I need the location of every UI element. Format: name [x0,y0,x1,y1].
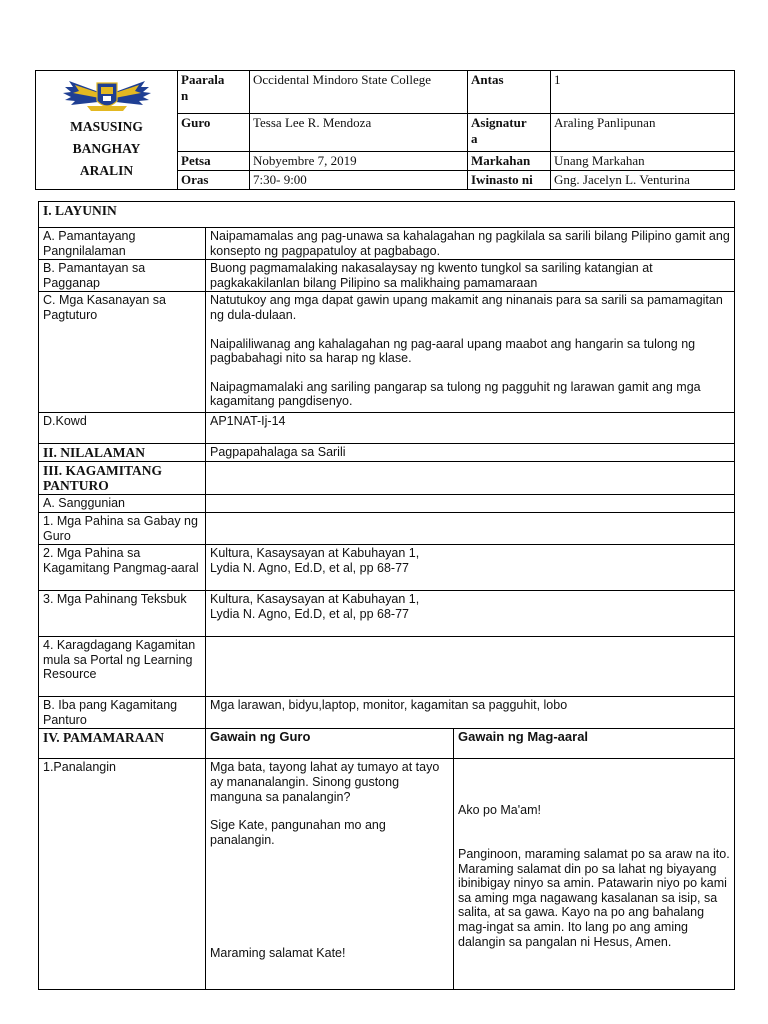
portal-value [206,637,735,697]
petsa-label: Petsa [178,152,250,171]
title-line-3: ARALIN [79,163,134,178]
guro-value: Tessa Lee R. Mendoza [250,114,468,152]
petsa-value: Nobyembre 7, 2019 [250,152,468,171]
iba-pang-kagamitan-value: Mga larawan, bidyu,laptop, monitor, kagamitan sa pagguhit, lobo [206,697,735,729]
kasanayan-item-2: Naipaliliwanag ang kahalagahan ng pag-aaral upang maabot ang hangarin sa tulong ng pagbabahagi nito sa harap ng klase. [210,336,696,366]
oras-value: 7:30- 9:00 [250,171,468,190]
nilalaman-title: II. NILALAMAN [39,444,206,462]
layunin-title: I. LAYUNIN [39,202,735,228]
asignatura-value: Araling Panlipunan [551,114,735,152]
paaralan-label: Paarala n [178,71,250,114]
iwinasto-value: Gng. Jacelyn L. Venturina [551,171,735,190]
school-logo-icon [57,75,157,115]
antas-value: 1 [551,71,735,114]
kagamitang-pangmagaaral-label: 2. Mga Pahina sa Kagamitang Pangmag-aaral [39,545,206,591]
lesson-plan-table [38,201,735,990]
iwinasto-label: Iwinasto ni [468,171,551,190]
panalangin-label: 1.Panalangin [39,759,206,990]
markahan-label: Markahan [468,152,551,171]
panalangin-guro [206,759,454,990]
pamantayang-pangnilalaman-value: Naipamamalas ang pag-unawa sa kahalagahan ng pagkilala sa sarili bilang Pilipino gamit ang konsepto ng pagpapatuloy at pagbabago. [206,228,735,260]
guro-line-3: Maraming salamat Kate! [210,946,346,961]
kasanayan-item-3: Naipagmamalaki ang sariling pangarap sa tulong ng pagguhit ng larawan gamit ang mga kagamitang pangdisenyo. [210,379,701,409]
panalangin-magaaral [454,759,735,990]
guro-line-1: Mga bata, tayong lahat ay tumayo at tayo ay mananalangin. Sinong gustong manguna sa panalangin? [210,760,440,804]
kasanayan-item-1: Natutukoy ang mga dapat gawin upang makamit ang ninanais para sa sarili sa pamamagitan ng dula-dulaan. [210,293,723,322]
antas-label: Antas [468,71,551,114]
gawain-magaaral-header: Gawain ng Mag-aaral [454,729,735,759]
teksbuk-label: 3. Mga Pahinang Teksbuk [39,591,206,637]
guro-line-2: Sige Kate, pangunahan mo ang panalangin. [210,818,386,847]
title-line-1: MASUSING [70,119,143,134]
paaralan-value: Occidental Mindoro State College [250,71,468,114]
header-table [35,70,735,190]
magaaral-line-2: Panginoon, maraming salamat po sa araw na ito. Maraming salamat din po sa lahat ng biyayang ibinibigay ninyo sa amin. Patawarin niyo po kami sa aming mga nagawang kasalanan sa isip, sa salita, at sa gawa. Kayo na po ang bahalang mag-ingat sa amin. Ito lang po ang aming dalangin sa pangalan ni Hesus, Amen. [458,846,730,949]
kagamitang-pangmagaaral-value: Kultura, Kasaysayan at Kabuhayan 1, Lydia N. Agno, Ed.D, et al, pp 68-77 [206,545,735,591]
kagamitan-title-value [206,462,735,495]
iba-pang-kagamitan-label: B. Iba pang Kagamitang Panturo [39,697,206,729]
markahan-value: Unang Markahan [551,152,735,171]
title-line-2: BANGHAY [72,141,141,156]
pamamaraan-title: IV. PAMAMARAAN [39,729,206,759]
magaaral-line-1: Ako po Ma'am! [458,803,541,818]
document-title [36,116,177,182]
teksbuk-value: Kultura, Kasaysayan at Kabuhayan 1, Lydia N. Agno, Ed.D, et al, pp 68-77 [206,591,735,637]
kagamitan-title: III. KAGAMITANG PANTURO [39,462,206,495]
pamantayan-sa-pagganap-label: B. Pamantayan sa Pagganap [39,260,206,292]
portal-label: 4. Karagdagang Kagamitan mula sa Portal ng Learning Resource [39,637,206,697]
kasanayan-label: C. Mga Kasanayan sa Pagtuturo [39,292,206,413]
kowd-label: D.Kowd [39,413,206,444]
asignatura-label: Asignatur a [468,114,551,152]
pamantayan-sa-pagganap-value: Buong pagmamalaking nakasalaysay ng kwento tungkol sa sariling katangian at pagkakakilanlan bilang Pilipino sa malikhaing pamamaraan [206,260,735,292]
nilalaman-value: Pagpapahalaga sa Sarili [206,444,735,462]
gabay-guro-value [206,512,735,544]
oras-label: Oras [178,171,250,190]
title-cell [36,71,178,190]
school-logo [57,75,157,115]
sanggunian-label: A. Sanggunian [39,495,206,513]
sanggunian-value [206,495,735,513]
kasanayan-value [206,292,735,413]
pamantayang-pangnilalaman-label: A. Pamantayang Pangnilalaman [39,228,206,260]
gabay-guro-label: 1. Mga Pahina sa Gabay ng Guro [39,512,206,544]
guro-label: Guro [178,114,250,152]
kowd-value: AP1NAT-Ij-14 [206,413,735,444]
gawain-guro-header: Gawain ng Guro [206,729,454,759]
